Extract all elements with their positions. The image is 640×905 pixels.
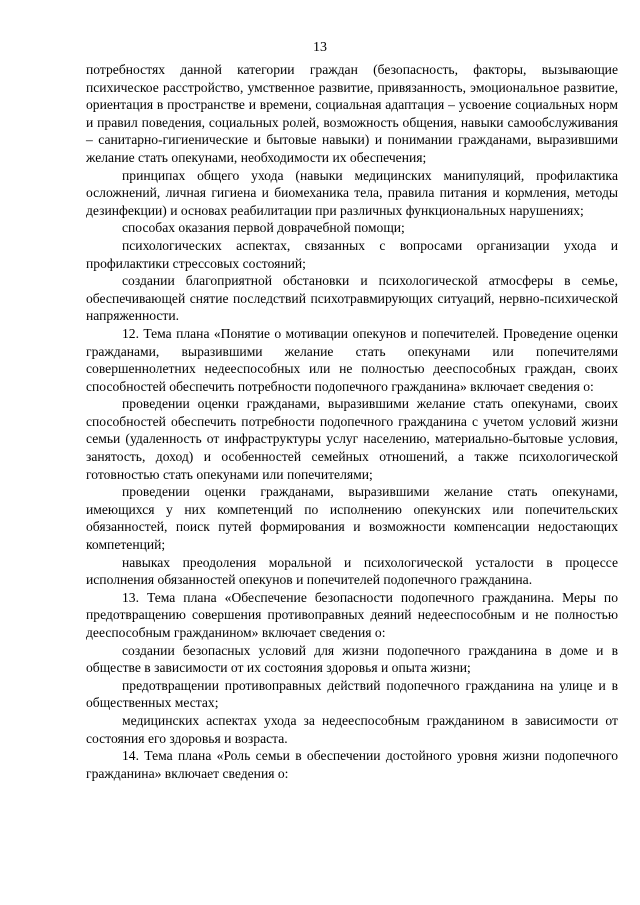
paragraph-self-assessment-competencies: проведении оценки гражданами, выразившими желание стать опекунами, имеющихся у них компетенций по исполнению опекунских или попечительских обязанностей, поиск путей формирования и возможности компенсации недостающих компетенций; [86, 484, 618, 553]
paragraph-topic-14: 14. Тема плана «Роль семьи в обеспечении достойного уровня жизни подопечного гражданина» включает сведения о: [86, 748, 618, 781]
paragraph-first-aid: способах оказания первой доврачебной помощи; [122, 220, 405, 236]
paragraph-psychological-aspects: психологических аспектах, связанных с вопросами организации ухода и профилактики стрессовых состояний; [86, 237, 618, 271]
paragraph-prevention-unlawful-actions: предотвращении противоправных действий подопечного гражданина на улице и в общественных местах; [86, 677, 618, 711]
paragraph-topic-12: 12. Тема плана «Понятие о мотивации опекунов и попечителей. Проведение оценки гражданами, выразившими желание стать опекунами или попечителями совершеннолетних недееспособных или не полностью дееспособных граждан, своих способностей обеспечить потребности подопечного гражданина» включает сведения о: [86, 325, 618, 394]
page-number: 13 [313, 40, 327, 55]
paragraph-continuation-needs: потребностях данной категории граждан (безопасность, факторы, вызывающие психическое расстройство, умственное развитие, привязанность, эмоциональное развитие, ориентация в пространстве и времени, социальная адаптация – усвоение социальных норм и правил поведения, социальных ролей, возможность общения, навыки самообслуживания – санитарно-гигиенические и бытовые навыки) и понимании гражданами, выразившими желание стать опекунами, необходимости их обеспечения; [86, 62, 618, 165]
paragraph-self-assessment-living-conditions: проведении оценки гражданами, выразившими желание стать опекунами, своих способностей обеспечить потребности подопечного гражданина с учетом условий жизни семьи (удаленность от инфраструктуры услуг населению, материально-бытовые условия, занятость, доход) и особенностей семейных отношений, а также психологической готовностью стать опекунами или попечителями; [86, 396, 618, 482]
paragraph-fatigue-skills: навыках преодоления моральной и психологической усталости в процессе исполнения обязанностей опекунов и попечителей подопечного гражданина. [86, 554, 618, 588]
paragraph-topic-13: 13. Тема плана «Обеспечение безопасности подопечного гражданина. Меры по предотвращению совершения противоправных деяний недееспособным и не полностью дееспособным гражданином» включает сведения о: [86, 589, 618, 640]
paragraph-general-care-principles: принципах общего ухода (навыки медицинских манипуляций, профилактика осложнений, личная гигиена и биомеханика тела, правила питания и кормления, методы дезинфекции) и основах реабилитации при различных функциональных нарушениях; [86, 167, 618, 218]
paragraph-family-atmosphere: создании благоприятной обстановки и психологической атмосферы в семье, обеспечивающей снятие последствий психотравмирующих ситуаций, нервно-психической напряженности. [86, 273, 618, 324]
document-body [86, 61, 618, 782]
paragraph-medical-aspects: медицинских аспектах ухода за недееспособным гражданином в зависимости от состояния его здоровья и возраста. [86, 712, 618, 746]
paragraph-safe-conditions: создании безопасных условий для жизни подопечного гражданина в доме и в обществе в зависимости от их состояния здоровья и опыта жизни; [86, 642, 618, 676]
